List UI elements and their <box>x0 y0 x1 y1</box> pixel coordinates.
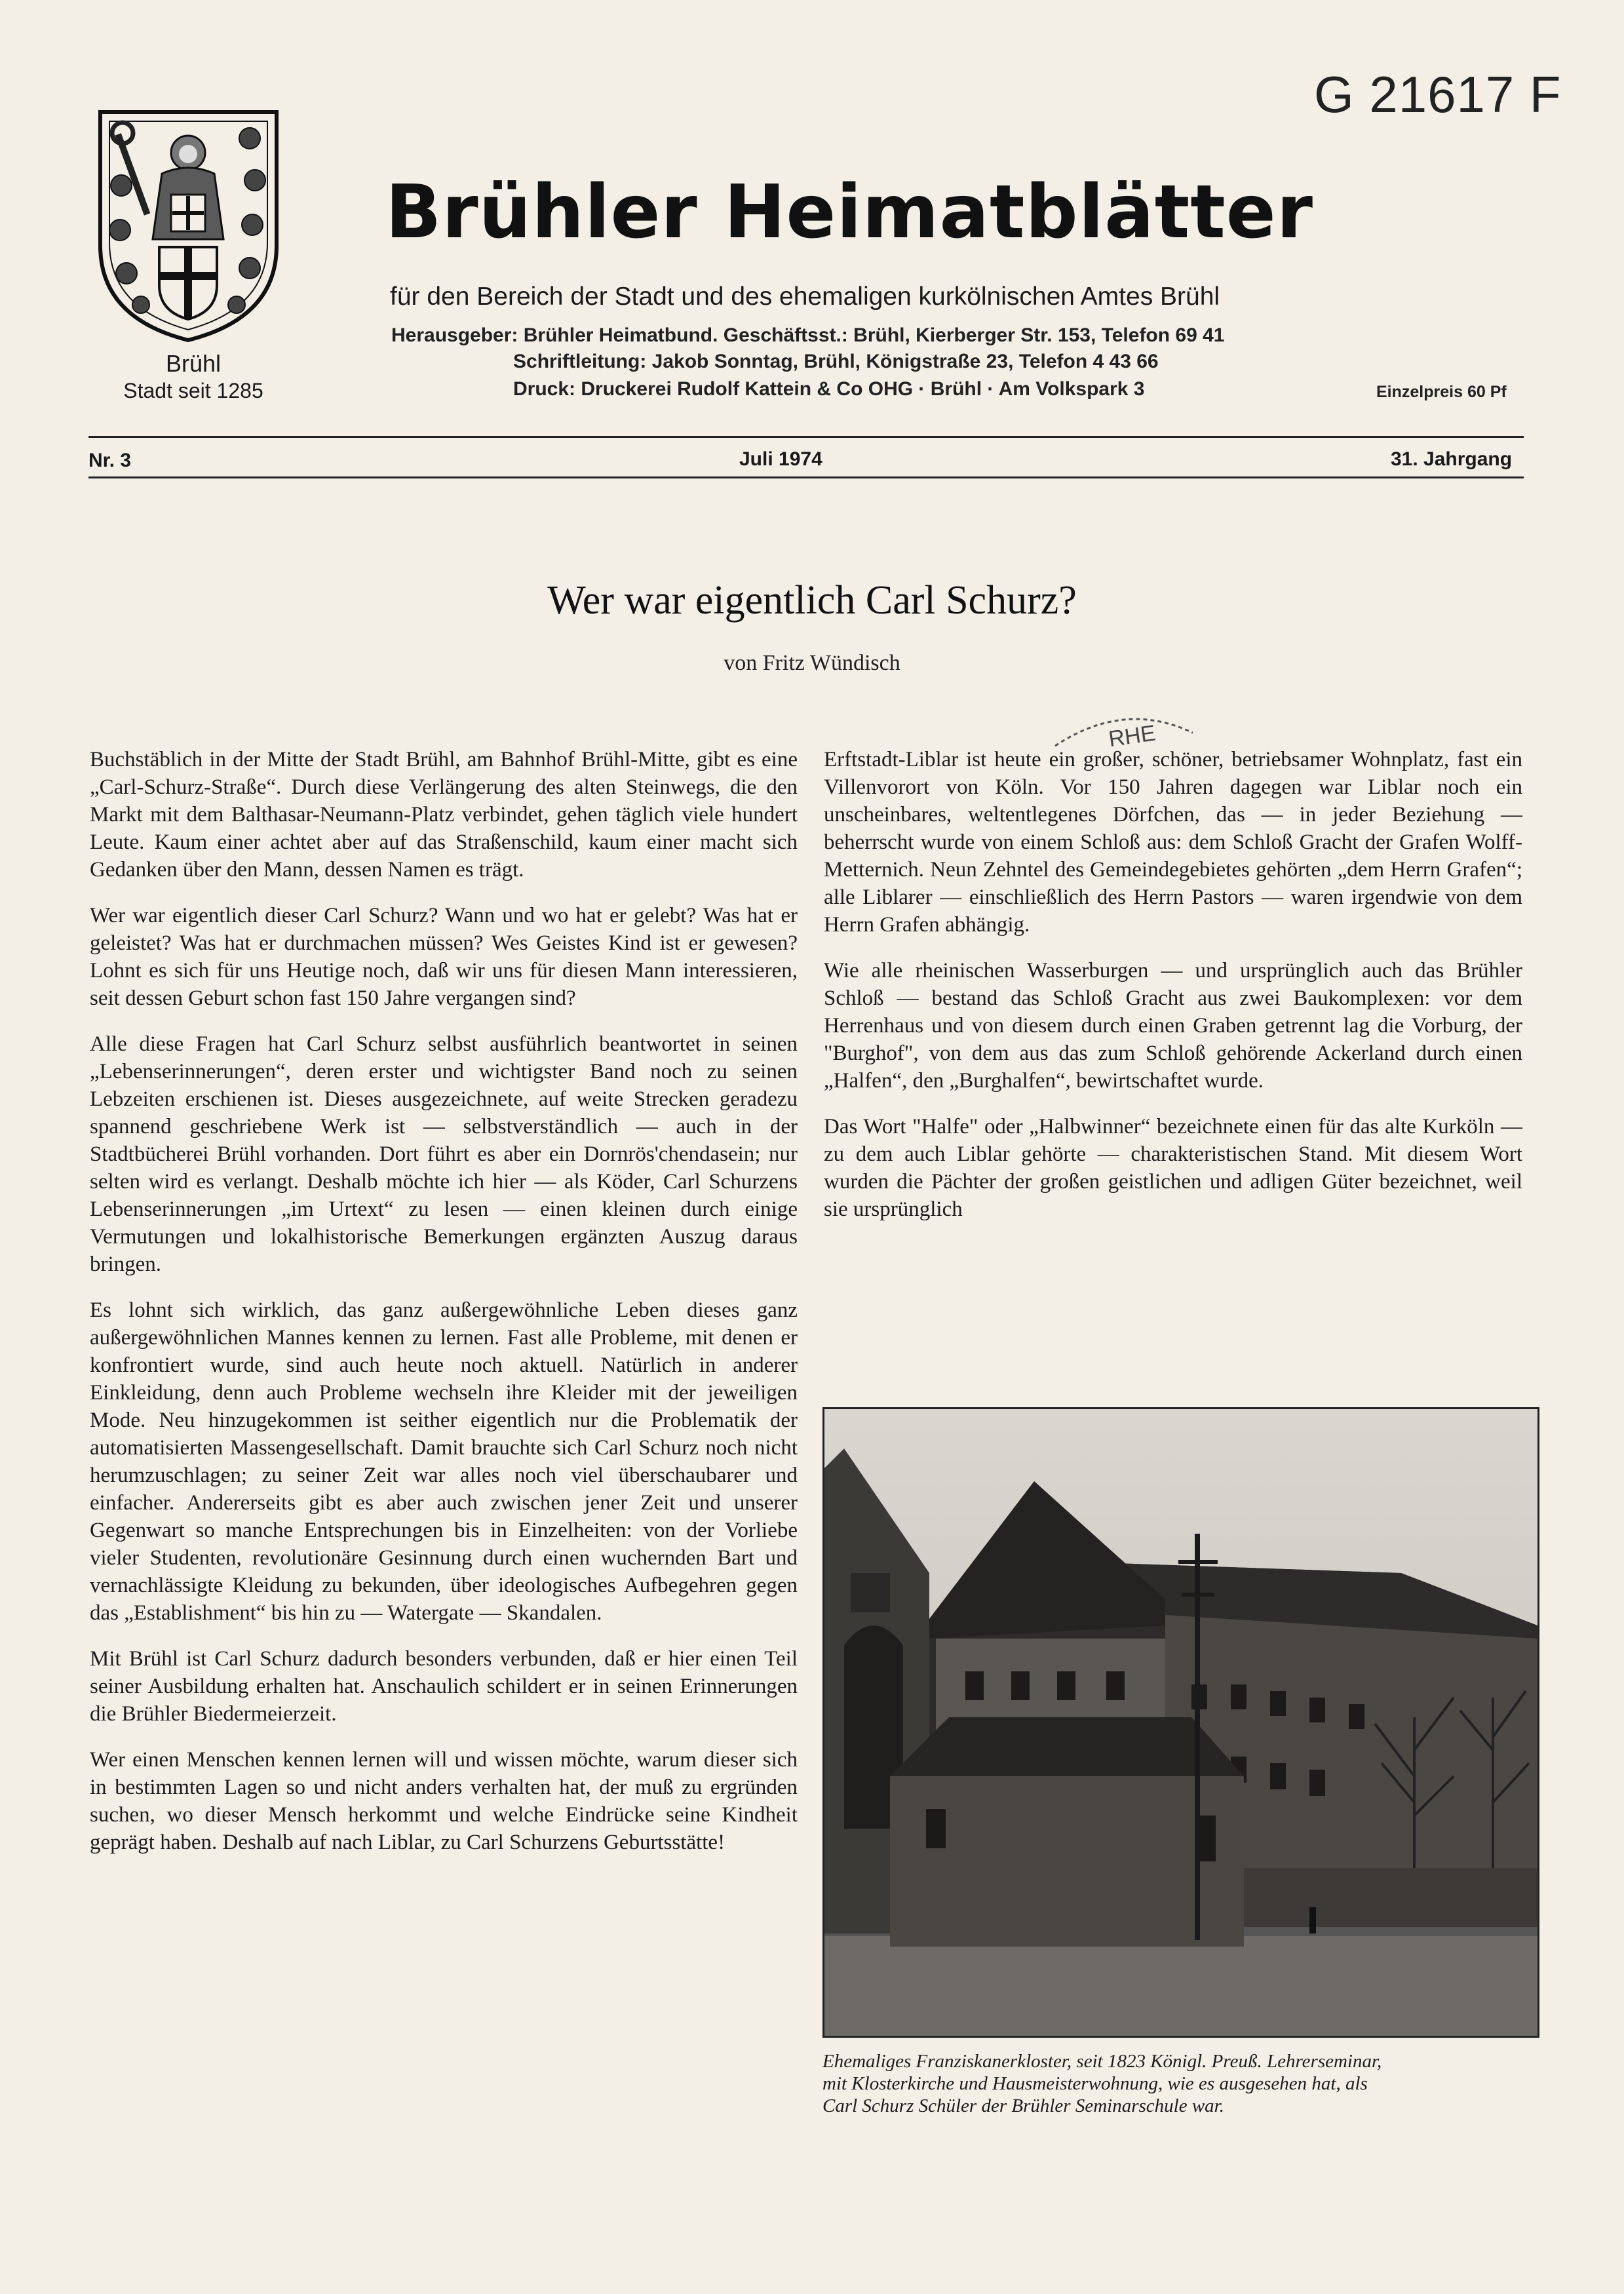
paragraph: Alle diese Fragen hat Carl Schurz selbst ausführlich beantwortet in seinen „Lebenserinnerungen“, deren erster und wichtigster Band noch zu seinen Lebzeiten erschienen ist. Dieses ausgezeichnete, auf weite Strecken geradezu spannend geschriebene Werk ist — selbstverständlich — auch in der Stadtbücherei Brühl vorhanden. Dort führt es aber ein Dornrös'chendasein; nur selten wird es verlangt. Deshalb möchte ich hier — als Köder, Carl Schurzens Lebenserinnerungen „im Urtext“ zu lesen — einen kleinen durch einige Vermutungen und lokalhistorische Bemerkungen ergänzten Auszug daraus bringen. <box>90 1032 798 1276</box>
volume-year: 31. Jahrgang <box>1391 448 1513 470</box>
registration-number: G 21617 F <box>1314 66 1562 123</box>
stamp-text: RHE <box>1107 720 1157 752</box>
single-copy-price: Einzelpreis 60 Pf <box>1376 383 1507 401</box>
coat-of-arms-icon <box>95 108 282 344</box>
paragraph: Erftstadt-Liblar ist heute ein großer, schöner, betriebsamer Wohnplatz, fast ein Villenvorort von Köln. Vor 150 Jahren dagegen war Liblar noch ein unscheinbares, weltentlegenes Dörfchen, das — in jeder Beziehung — beherrscht wurde von einem Schloß aus: dem Schloß Gracht der Grafen Wolff-Metternich. Neun Zehntel des Gemeindegebietes gehörten „dem Herrn Grafen“; alle Liblarer — einschließlich des Herrn Pastors — waren irgendwie von dem Herrn Grafen abhängig. <box>824 748 1522 937</box>
paragraph: Wer einen Menschen kennen lernen will und wissen möchte, warum dieser sich in bestimmten Lagen so und nicht anders verhalten hat, der muß zu ergründen suchen, wo dieser Mensch herkommt und welche Eindrücke seine Kindheit geprägt haben. Deshalb auf nach Liblar, zu Carl Schurzens Geburtsstätte! <box>90 1748 798 1854</box>
monastery-photo-image <box>824 1409 1537 2036</box>
article-byline: von Fritz Wündisch <box>724 651 900 675</box>
crest-caption-since: Stadt seit 1285 <box>123 379 263 402</box>
newspaper-title: Brühler Heimatblätter <box>385 170 1313 255</box>
issue-date: Juli 1974 <box>739 448 822 470</box>
paragraph: Es lohnt sich wirklich, das ganz außergewöhnliche Leben dieses ganz außergewöhnlichen Mannes kennen zu lernen. Fast alle Probleme, mit denen er konfrontiert wurde, sind auch heute noch aktuell. Natürlich in anderer Einkleidung, denn auch Probleme wechseln ihre Kleider mit der jeweiligen Mode. Neu hinzugekommen ist seither eigentlich nur die Problematik der automatisierten Massengesellschaft. Damit brauchte sich Carl Schurz noch nicht herumzuschlagen; zu seiner Zeit war alles noch viel überschaubarer und einfacher. Andererseits gibt es aber auch zwischen jener Zeit und unserer Gegenwart so manche Entsprechungen bis in Einzelheiten: von der Vorliebe vieler Studenten, revolutionäre Gesinnung durch einen wuchernden Bart und vernachlässigte Kleidung zu bekunden, über ideologisches Aufbegehren gegen das „Establishment“ bis hin zu — Watergate — Skandalen. <box>90 1298 798 1625</box>
article-column-left <box>90 746 798 1875</box>
imprint-printer: Druck: Druckerei Rudolf Kattein & Co OHG · Brühl · Am Volkspark 3 <box>513 378 1145 400</box>
crest-caption-city: Brühl <box>165 350 222 377</box>
caption-line: Ehemaliges Franziskanerkloster, seit 1823 Königl. Preuß. Lehrerseminar, <box>822 2051 1382 2072</box>
caption-line: Carl Schurz Schüler der Brühler Seminarschule war. <box>822 2095 1224 2116</box>
masthead-rule-bottom <box>88 476 1524 478</box>
caption-line: mit Klosterkirche und Hausmeisterwohnung, wie es ausgesehen hat, als <box>822 2073 1368 2094</box>
paragraph: Das Wort "Halfe" oder „Halbwinner“ bezeichnete einen für das alte Kurköln — zu dem auch Liblar gehörte — charakteristischen Stand. Mit diesem Wort wurden die Pächter der großen geistlichen und adligen Güter bezeichnet, weil sie ursprünglich <box>824 1115 1522 1221</box>
article-column-right <box>824 746 1522 1241</box>
masthead-rule-top <box>88 436 1524 438</box>
paragraph: Wie alle rheinischen Wasserburgen — und ursprünglich auch das Brühler Schloß — bestand das Schloß Gracht aus zwei Baukomplexen: vor dem Herrenhaus und von diesem durch einen Graben getrennt lag die Vorburg, der "Burghof", von dem aus das zum Schloß gehörende Ackerland durch einen „Halfen“, den „Burghalfen“, bewirtschaftet wurde. <box>824 959 1522 1093</box>
imprint-publisher: Herausgeber: Brühler Heimatbund. Geschäftsst.: Brühl, Kierberger Str. 153, Telefon 69 41 <box>391 324 1225 346</box>
article-title: Wer war eigentlich Carl Schurz? <box>547 578 1077 623</box>
newspaper-subtitle: für den Bereich der Stadt und des ehemaligen kurkölnischen Amtes Brühl <box>390 282 1220 311</box>
issue-number: Nr. 3 <box>88 450 132 471</box>
photo-caption <box>822 2050 1537 2117</box>
paragraph: Buchstäblich in der Mitte der Stadt Brühl, am Bahnhof Brühl-Mitte, gibt es eine „Carl-Schurz-Straße“. Durch diese Verlängerung des alten Steinwegs, die den Markt mit dem Balthasar-Neumann-Platz verbindet, gehen täglich viele hundert Leute. Kaum einer achtet aber auf das Straßenschild, kaum einer macht sich Gedanken über den Mann, dessen Namen es trägt. <box>90 748 798 882</box>
historic-building-photo <box>822 1407 1539 2038</box>
imprint-editor: Schriftleitung: Jakob Sonntag, Brühl, Königstraße 23, Telefon 4 43 66 <box>513 351 1159 372</box>
paragraph: Wer war eigentlich dieser Carl Schurz? Wann und wo hat er gelebt? Was hat er geleistet? Was hat er durchmachen müssen? Wes Geistes Kind ist er gewesen? Lohnt es sich für uns Heutige noch, daß wir uns für diesen Mann interessieren, seit dessen Geburt schon fast 150 Jahre vergangen sind? <box>90 904 798 1010</box>
paragraph: Mit Brühl ist Carl Schurz dadurch besonders verbunden, daß er hier einen Teil seiner Ausbildung erhalten hat. Anschaulich schildert er in seinen Erinnerungen die Brühler Biedermeierzeit. <box>90 1647 798 1726</box>
